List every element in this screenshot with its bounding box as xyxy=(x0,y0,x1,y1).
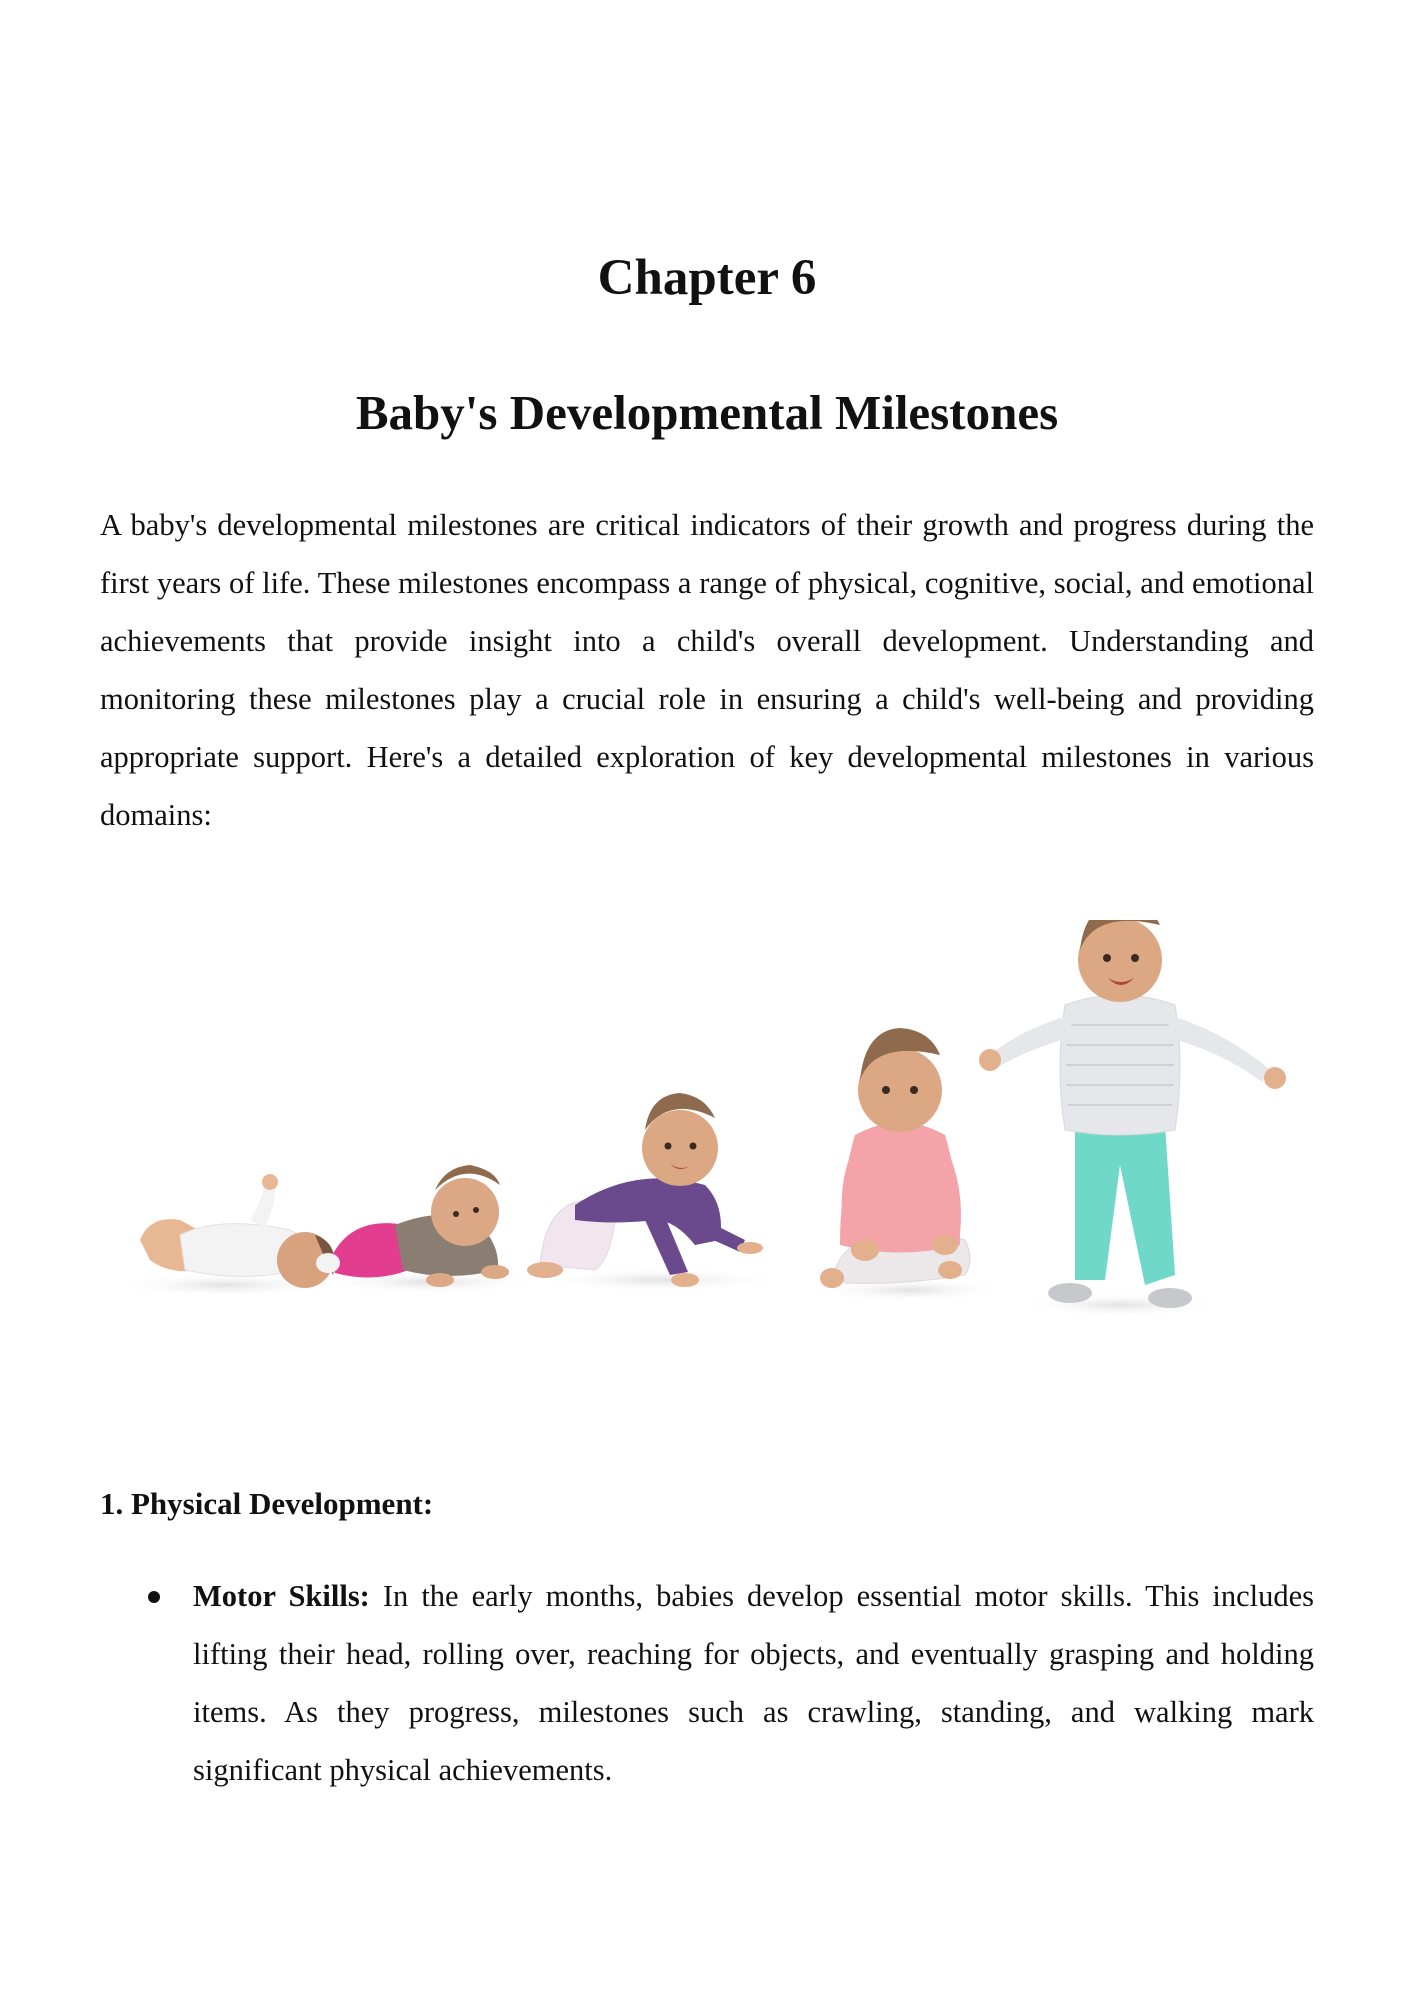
bullet-text: In the early months, babies develop essential motor skills. This includes lifting their head, rolling over, reaching for objects, and eventually grasping and holding items. As they progress, milestones such as crawling, standing, and walking mark significant physical achievements. xyxy=(193,1579,1314,1787)
bullet-icon xyxy=(148,1591,160,1603)
baby-milestones-illustration xyxy=(120,920,1320,1330)
section-heading-physical-development: 1. Physical Development: xyxy=(100,1486,434,1521)
physical-development-list xyxy=(100,1567,1314,1799)
baby-lying-figure xyxy=(120,1174,335,1297)
chapter-number: Chapter 6 xyxy=(597,250,817,306)
baby-tummy-figure xyxy=(316,1165,540,1294)
chapter-title: Baby's Developmental Milestones xyxy=(355,385,1059,440)
baby-standing-figure xyxy=(979,920,1286,1317)
intro-paragraph: A baby's developmental milestones are critical indicators of their growth and progress during the first years of life. These milestones encompass a range of physical, cognitive, social, and emotional achievements that provide insight into a child's overall development. Understanding and monitoring these milestones play a crucial role in ensuring a child's well-being and providing appropriate support. Here's a detailed exploration of key developmental milestones in various domains: xyxy=(100,508,1314,832)
bullet-term: Motor Skills: xyxy=(193,1579,370,1613)
bullet-item-motor-skills xyxy=(100,1567,1314,1799)
baby-sitting-figure xyxy=(815,1028,1005,1302)
baby-crawling-figure xyxy=(527,1093,780,1292)
